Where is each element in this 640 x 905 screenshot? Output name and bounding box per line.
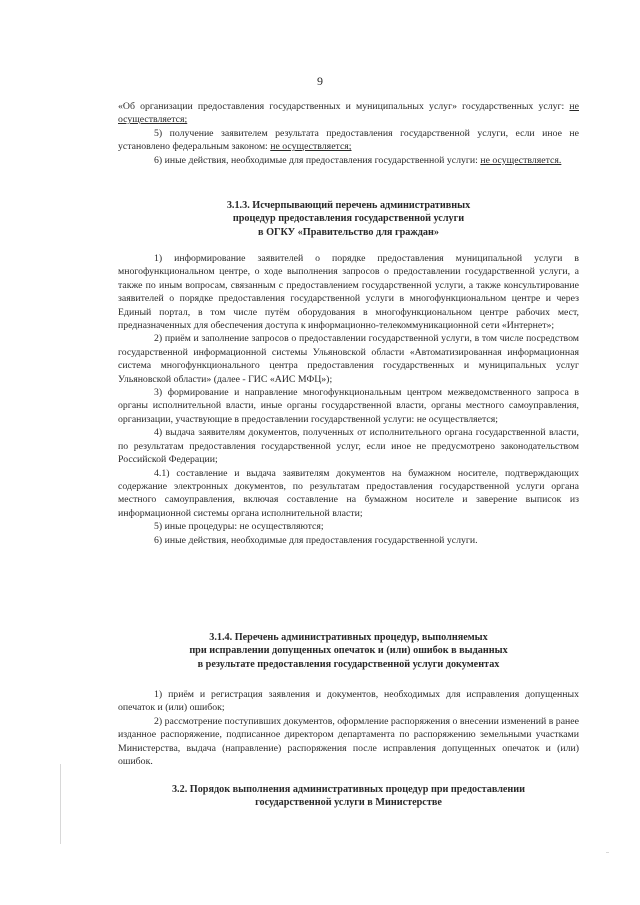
page-number: 9	[317, 74, 323, 88]
heading-line: государственной услуги в Министерстве	[255, 797, 442, 809]
list-item: 2) приём и заполнение запросов о предоставлении государственной услуги, в том числе посредством государственной информационной системы Ульяновской области «Автоматизированная информационная система многофункционального центра предоставления государственных и муниципальных услуг Ульяновской области» (далее - ГИС «АИС МФЦ»);	[118, 333, 579, 385]
heading-line: при исправлении допущенных опечаток и (или) ошибок в выданных	[189, 645, 508, 657]
section-3-1-3-body	[118, 252, 579, 547]
list-item: 1) информирование заявителей о порядке предоставления муниципальной услуги в многофункциональном центре, о ходе выполнения запросов о предоставлении государственной услуги, а также по иным вопросам, связанным с предоставлением государственной услуги, а также консультирование заявителей о порядке предоставления государственной услуги в многофункциональном центре и через Единый портал, в том числе путём оборудования в многофункциональном центре рабочих мест, предназначенных для обеспечения доступа к информационно-телекоммуникационной сети «Интернет»;	[118, 253, 579, 332]
scan-artifact	[60, 764, 61, 844]
section-3-2-heading	[118, 783, 579, 810]
heading-line: в результате предоставления государственной услуги документах	[197, 658, 500, 670]
list-item: 3) формирование и направление многофункциональным центром межведомственного запроса в органы исполнительной власти, иные органы государственной власти, органы местного самоуправления, организации, участвующие в предоставлении государственной услуги: не осуществляется;	[118, 387, 579, 425]
paragraph-continuation: «Об организации предоставления государственных и муниципальных услуг» государственных услуг: не осуществляется;	[118, 101, 579, 126]
status-not-performed: не осуществляется;	[118, 101, 579, 126]
list-item: 2) рассмотрение поступивших документов, оформление распоряжения о внесении изменений в ранее изданное распоряжение, подписанное директором департамента по распоряжению земельными участками Министерства, выдача (направление) распоряжения после исправления допущенных опечаток и (или) ошибок.	[118, 715, 579, 768]
heading-line: 3.2. Порядок выполнения административных процедур при предоставлении	[171, 784, 526, 795]
heading-line: 3.1.3. Исчерпывающий перечень административных	[226, 200, 471, 211]
list-item: 6) иные действия, необходимые для предоставления государственной услуги.	[154, 534, 478, 546]
status-not-performed: не осуществляется.	[480, 154, 562, 166]
section-3-1-4-body	[118, 688, 579, 768]
heading-line: процедур предоставления государственной услуги	[232, 213, 465, 225]
section-3-1-4-heading	[118, 631, 579, 671]
list-item: 4.1) составление и выдача заявителям документов на бумажном носителе, подтверждающих содержание электронных документов, по результатам предоставления государственной услуги органа местного самоуправления, включая составление на бумажном носителе и заверение выписок из информационной системы органа исполнительной власти;	[118, 467, 579, 519]
list-item: 5) иные процедуры: не осуществляются;	[154, 521, 324, 533]
list-item: 1) приём и регистрация заявления и документов, необходимых для исправления допущенных опечаток и (или) ошибок;	[118, 689, 579, 714]
section-3-1-3-heading	[118, 199, 579, 239]
list-item: 4) выдача заявителям документов, полученных от исполнительного органа государственной власти, по результатам предоставления государственной услуг, если иное не предусмотрено законодательством Российской Федерации;	[118, 427, 579, 466]
heading-line: 3.1.4. Перечень административных процедур, выполняемых	[209, 632, 488, 643]
paragraph-item-5: 5) получение заявителем результата предоставления государственной услуги, если иное не установлено федеральным законом: не осуществляется;	[118, 127, 579, 153]
top-paragraphs	[118, 100, 579, 167]
scan-artifact	[606, 852, 609, 853]
paragraph-item-6: 6) иные действия, необходимые для предоставления государственной услуги: не осуществляется.	[154, 154, 562, 166]
status-not-performed: не осуществляется;	[270, 141, 352, 153]
heading-line: в ОГКУ «Правительство для граждан»	[258, 226, 439, 238]
